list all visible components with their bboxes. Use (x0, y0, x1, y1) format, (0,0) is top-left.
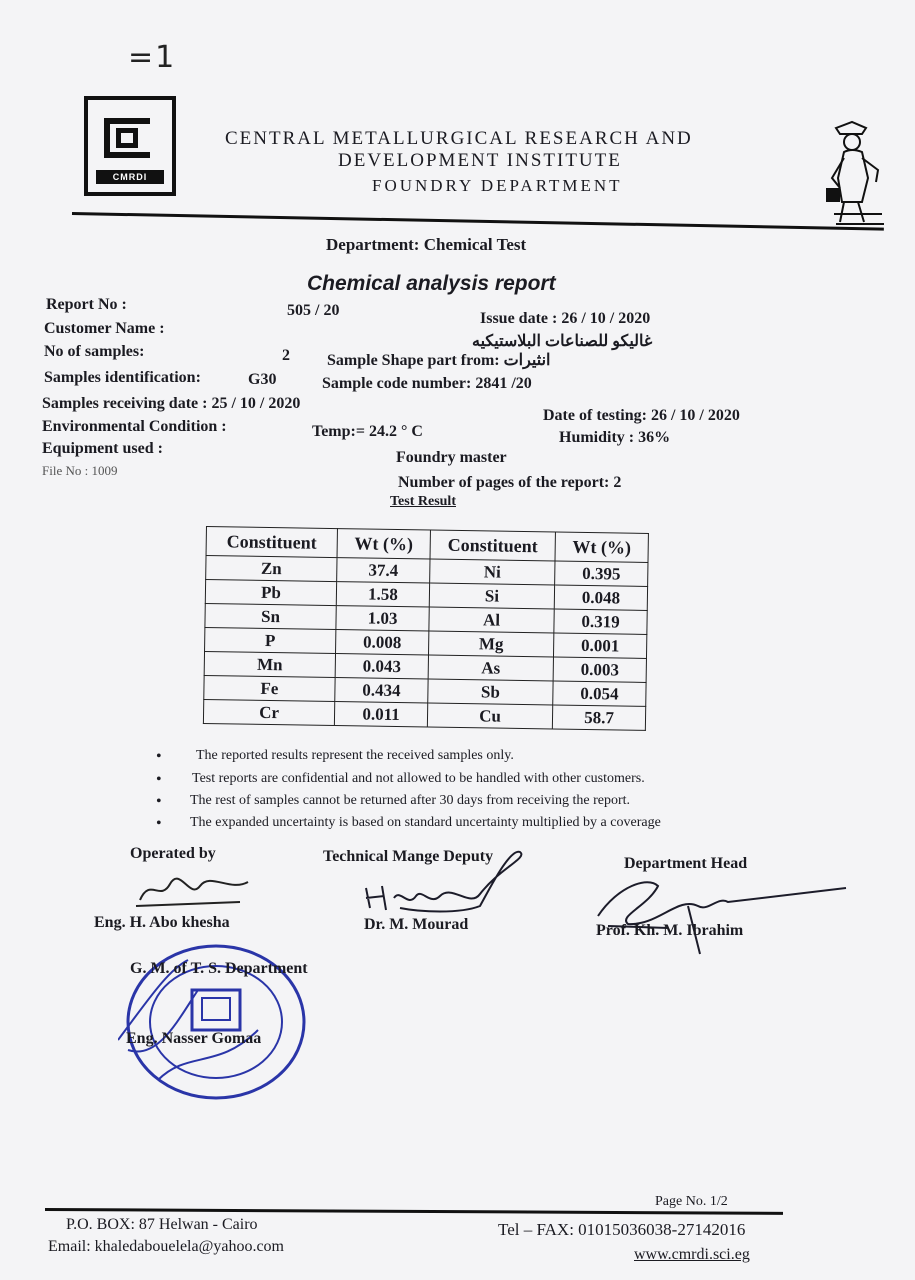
header-wt: Wt (%) (555, 532, 648, 562)
samples-identification-label: Samples identification: (44, 369, 201, 386)
institute-name-line1: CENTRAL METALLURGICAL RESEARCH AND (225, 128, 693, 149)
department-head-name: Prof. Kh. M. Ibrahim (596, 922, 744, 939)
cmrdi-logo (84, 96, 176, 196)
operator-name: Eng. H. Abo khesha (94, 914, 230, 931)
element-cell: Ni (430, 559, 555, 585)
file-number: File No : 1009 (42, 463, 118, 478)
note-text: Test reports are confidential and not allowed to be handled with other customers. (192, 771, 645, 786)
value-cell: 0.048 (554, 585, 647, 610)
footer-tel-fax: Tel – FAX: 01015036038-27142016 (498, 1220, 746, 1239)
element-cell: Mn (204, 651, 335, 677)
element-cell: Mg (429, 631, 554, 657)
number-of-pages: Number of pages of the report: 2 (398, 474, 622, 491)
value-cell: 0.008 (336, 630, 429, 655)
element-cell: As (428, 655, 553, 681)
equipment-used-value: Foundry master (396, 449, 507, 466)
temperature: Temp:= 24.2 ° C (312, 423, 423, 440)
operator-signature-icon (130, 872, 260, 912)
sample-shape: Sample Shape part from: انثيرات (327, 352, 551, 369)
element-cell: Cu (427, 703, 552, 729)
element-cell: Cr (203, 699, 334, 725)
element-cell: Al (429, 607, 554, 633)
environmental-condition-label: Environmental Condition : (42, 418, 227, 435)
element-cell: Sb (428, 679, 553, 705)
issue-date: Issue date : 26 / 10 / 2020 (480, 310, 651, 327)
report-no-label: Report No : (46, 296, 127, 313)
header-wt: Wt (%) (337, 529, 430, 559)
footer-website-link[interactable]: www.cmrdi.sci.eg (634, 1246, 750, 1263)
note-text: The rest of samples cannot be returned after 30 days from receiving the report. (190, 793, 631, 808)
department-line: Department: Chemical Test (326, 235, 527, 254)
value-cell: 0.043 (335, 654, 428, 679)
value-cell: 58.7 (552, 705, 645, 730)
element-cell: Sn (205, 603, 336, 629)
header-constituent: Constituent (206, 527, 337, 558)
department-name-header: FOUNDRY DEPARTMENT (372, 176, 623, 195)
note-text: The reported results represent the received samples only. (196, 748, 514, 763)
institute-name-line2: DEVELOPMENT INSTITUTE (338, 150, 622, 171)
element-cell: P (205, 627, 336, 653)
header-constituent: Constituent (430, 530, 555, 561)
value-cell: 0.319 (554, 609, 647, 634)
element-cell: Fe (204, 675, 335, 701)
department-head-signature-icon (588, 866, 850, 956)
gm-name: Eng. Nasser Gomaa (126, 1030, 262, 1047)
logo-mark-inner (116, 128, 138, 148)
value-cell: 0.434 (335, 678, 428, 703)
samples-identification-value: G30 (248, 371, 277, 388)
element-cell: Pb (205, 580, 336, 606)
element-cell: Zn (206, 556, 337, 582)
value-cell: 37.4 (337, 558, 430, 583)
list-item: • The expanded uncertainty is based on standard uncertainty multiplied by a coverage (156, 815, 661, 832)
footer-address: P.O. BOX: 87 Helwan - Cairo (66, 1216, 258, 1233)
gm-title: G. M. of T. S. Department (130, 960, 308, 977)
value-cell: 0.001 (553, 633, 646, 658)
handwritten-page-mark: =1 (128, 40, 177, 75)
results-table (203, 526, 649, 731)
test-result-heading: Test Result (390, 494, 456, 509)
tech-manager-name: Dr. M. Mourad (364, 916, 469, 933)
no-samples-label: No of samples: (44, 343, 145, 360)
value-cell: 0.054 (553, 681, 646, 706)
list-item: • Test reports are confidential and not allowed to be handled with other customers. (156, 771, 645, 788)
official-stamp-icon (118, 930, 308, 1100)
value-cell: 1.03 (336, 606, 429, 631)
foundry-worker-emblem (818, 118, 888, 230)
header-divider (72, 212, 884, 231)
tech-manager-title: Technical Mange Deputy (323, 848, 494, 865)
date-of-testing: Date of testing: 26 / 10 / 2020 (543, 407, 740, 424)
no-samples-value: 2 (282, 347, 290, 364)
list-item: • The rest of samples cannot be returned after 30 days from receiving the report. (156, 793, 631, 810)
report-title: Chemical analysis report (307, 272, 556, 295)
samples-receiving-date: Samples receiving date : 25 / 10 / 2020 (42, 395, 301, 412)
value-cell: 0.395 (555, 561, 648, 586)
sample-code-number: Sample code number: 2841 /20 (322, 375, 532, 392)
list-item: • The reported results represent the received samples only. (156, 748, 514, 765)
value-cell: 0.011 (334, 702, 427, 727)
department-head-title: Department Head (624, 855, 748, 872)
report-no-value: 505 / 20 (287, 302, 340, 319)
note-text: The expanded uncertainty is based on standard uncertainty multiplied by a coverage (190, 815, 661, 830)
humidity: Humidity : 36% (559, 429, 671, 446)
element-cell: Si (429, 583, 554, 609)
customer-name-label: Customer Name : (44, 320, 165, 337)
customer-name-value: غاليكو للصناعات البلاستيكيه (472, 333, 653, 350)
value-cell: 1.58 (336, 582, 429, 607)
value-cell: 0.003 (553, 657, 646, 682)
logo-label: CMRDI (96, 170, 164, 184)
page-number: Page No. 1/2 (655, 1194, 728, 1209)
tech-manager-signature-icon (360, 848, 530, 918)
equipment-used-label: Equipment used : (42, 440, 163, 457)
footer-email[interactable]: Email: khaledabouelela@yahoo.com (48, 1238, 284, 1255)
operated-by-title: Operated by (130, 845, 216, 862)
